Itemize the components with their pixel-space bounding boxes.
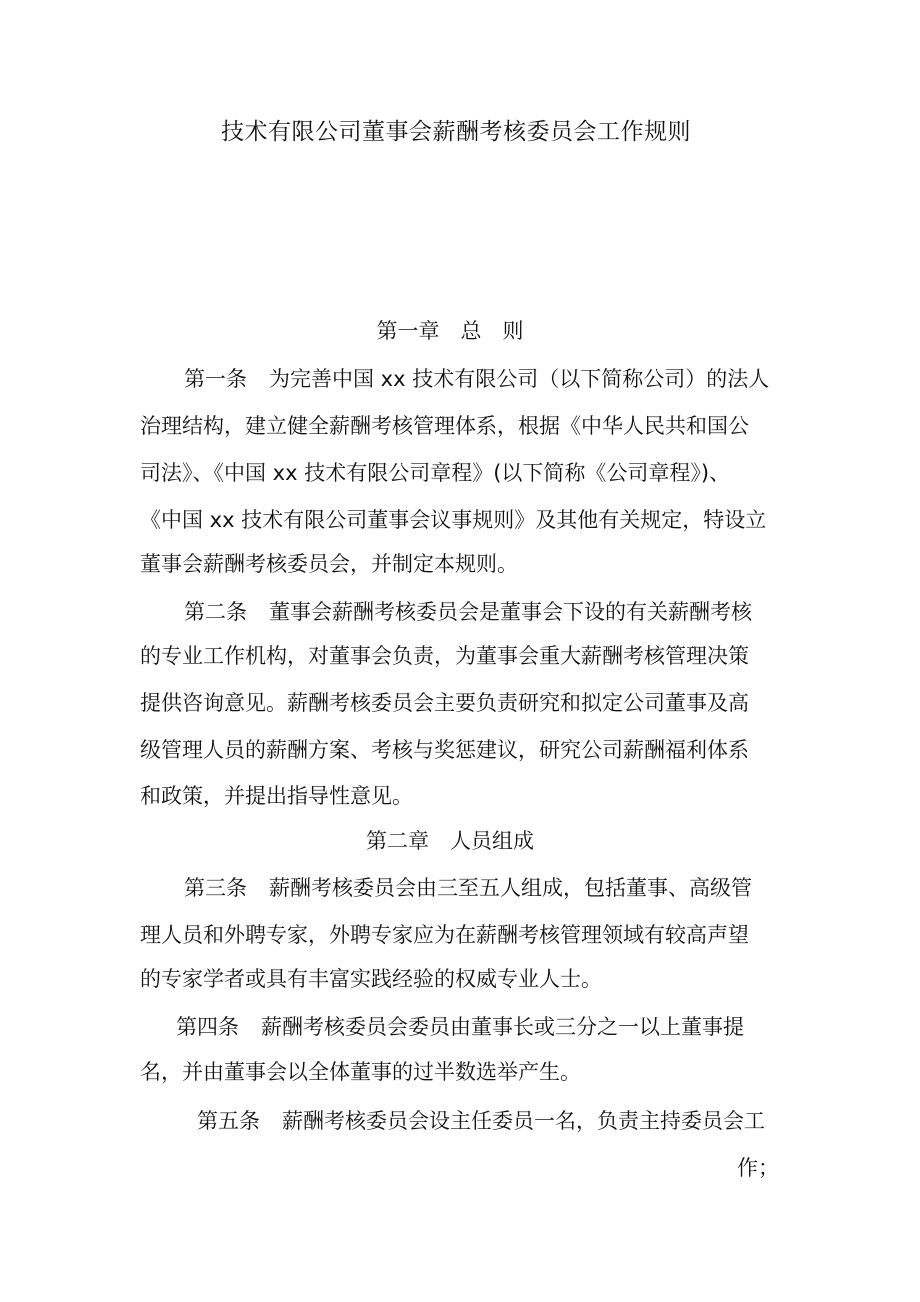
article-3-first-line <box>184 868 752 908</box>
article-2-label: 第二条 <box>184 600 247 624</box>
article-2-first-line <box>184 592 752 632</box>
article-5-label: 第五条 <box>197 1109 260 1133</box>
article-4-text: 薪酬考核委员会委员由董事长或三分之一以上董事提 <box>261 1015 744 1039</box>
article-2-text: 董事会薪酬考核委员会是董事会下设的有关薪酬考核 <box>269 600 752 624</box>
article-1-line: 司法》、《中国 xx 技术有限公司章程》(以下简称《公司章程》)、 <box>140 461 731 485</box>
document-title: 技术有限公司董事会薪酬考核委员会工作规则 <box>221 119 691 145</box>
article-3-line: 理人员和外聘专家，外聘专家应为在薪酬考核管理领域有较高声望 <box>140 923 749 947</box>
chapter-2-heading: 第二章 人员组成 <box>366 829 534 853</box>
article-3-label: 第三条 <box>184 876 247 900</box>
article-1-line: 《中国 xx 技术有限公司董事会议事规则》及其他有关规定，特设立 <box>140 508 767 532</box>
article-5-text: 薪酬考核委员会设主任委员一名，负责主持委员会工 <box>282 1109 765 1133</box>
article-1-line: 董事会薪酬考核委员会，并制定本规则。 <box>140 552 518 576</box>
article-1-first-line <box>184 359 769 399</box>
article-1-label: 第一条 <box>184 367 247 391</box>
article-2-line: 和政策，并提出指导性意见。 <box>140 784 413 808</box>
article-3-text: 薪酬考核委员会由三至五人组成，包括董事、高级管 <box>269 876 752 900</box>
article-1-line: 治理结构，建立健全薪酬考核管理体系，根据《中华人民共和国公 <box>140 414 749 438</box>
article-2-line: 提供咨询意见。薪酬考核委员会主要负责研究和拟定公司董事及高 <box>140 691 749 715</box>
article-3-line: 的专家学者或具有丰富实践经验的权威专业人士。 <box>140 967 602 991</box>
article-1-text: 为完善中国 xx 技术有限公司（以下简称公司）的法人 <box>269 367 770 391</box>
article-4-first-line <box>176 1007 744 1047</box>
article-5-first-line <box>197 1101 765 1141</box>
article-4-label: 第四条 <box>176 1015 239 1039</box>
article-4-line: 名，并由董事会以全体董事的过半数选举产生。 <box>140 1060 581 1084</box>
article-2-line: 级管理人员的薪酬方案、考核与奖惩建议，研究公司薪酬福利体系 <box>140 738 749 762</box>
article-2-line: 的专业工作机构，对董事会负责，为董事会重大薪酬考核管理决策 <box>140 644 749 668</box>
article-5-line: 作； <box>737 1156 779 1180</box>
chapter-1-heading: 第一章 总 则 <box>376 319 524 343</box>
